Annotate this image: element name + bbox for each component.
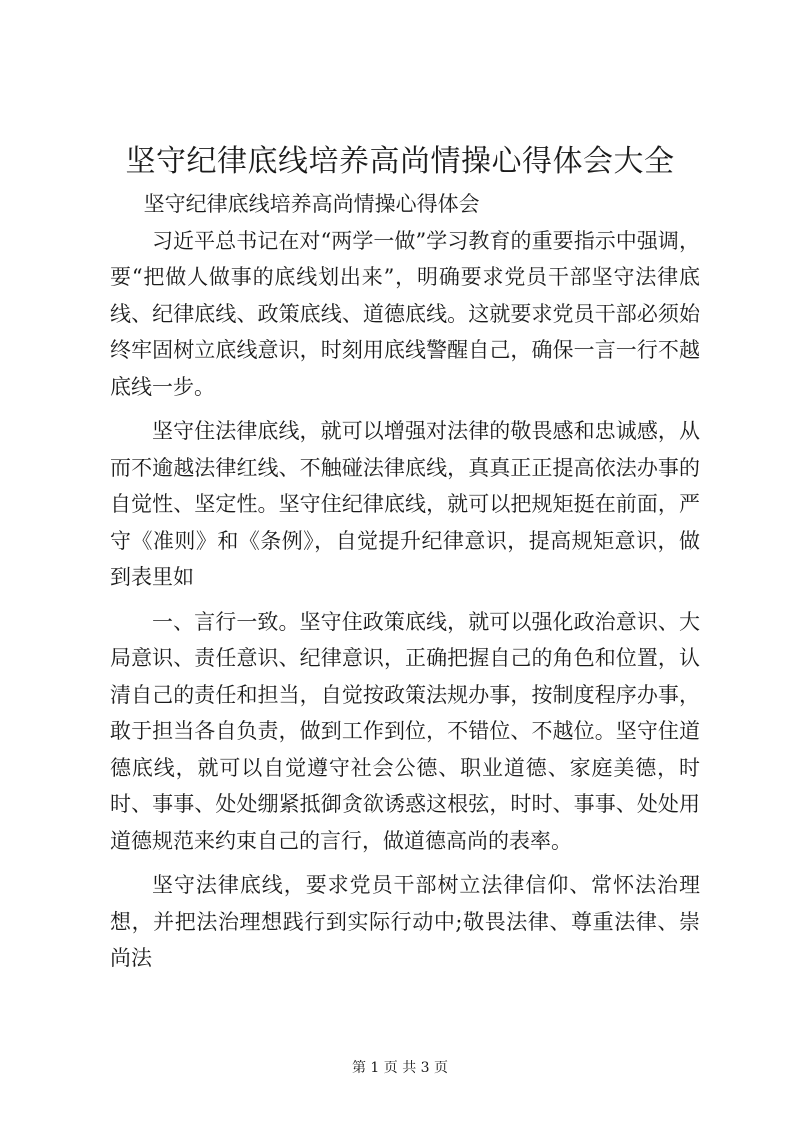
document-title: 坚守纪律底线培养高尚情操心得体会大全 [125,144,675,179]
paragraph: 坚守法律底线，要求党员干部树立法律信仰、常怀法治理想，并把法治理想践行到实际行动中;敬畏法律、尊重法律、崇尚法 [110,873,700,970]
paragraph: 习近平总书记在对“两学一做”学习教育的重要指示中强调，要“把做人做事的底线划出来”，明确要求党员干部坚守法律底线、纪律底线、政策底线、道德底线。这就要求党员干部必须始终牢固树立底线意识，时刻用底线警醒自己，确保一言一行不越底线一步。 [110,228,700,399]
document-subtitle: 坚守纪律底线培养高尚情操心得体会 [143,192,480,216]
page-number-footer: 第 1 页 共 3 页 [351,1060,449,1076]
paragraph: 坚守住法律底线，就可以增强对法律的敬畏感和忠诚感，从而不逾越法律红线、不触碰法律底线，真真正正提高依法办事的自觉性、坚定性。坚守住纪律底线，就可以把规矩挺在前面，严守《准则》和《条例》，自觉提升纪律意识，提高规矩意识，做到表里如 [110,419,700,589]
paragraph: 一、言行一致。坚守住政策底线，就可以强化政治意识、大局意识、责任意识、纪律意识，正确把握自己的角色和位置，认清自己的责任和担当，自觉按政策法规办事，按制度程序办事，敢于担当各自负责，做到工作到位，不错位、不越位。坚守住道德底线，就可以自觉遵守社会公德、职业道德、家庭美德，时时、事事、处处绷紧抵御贪欲诱惑这根弦，时时、事事、处处用道德规范来约束自己的言行，做道德高尚的表率。 [110,609,700,853]
document-body [110,186,700,985]
